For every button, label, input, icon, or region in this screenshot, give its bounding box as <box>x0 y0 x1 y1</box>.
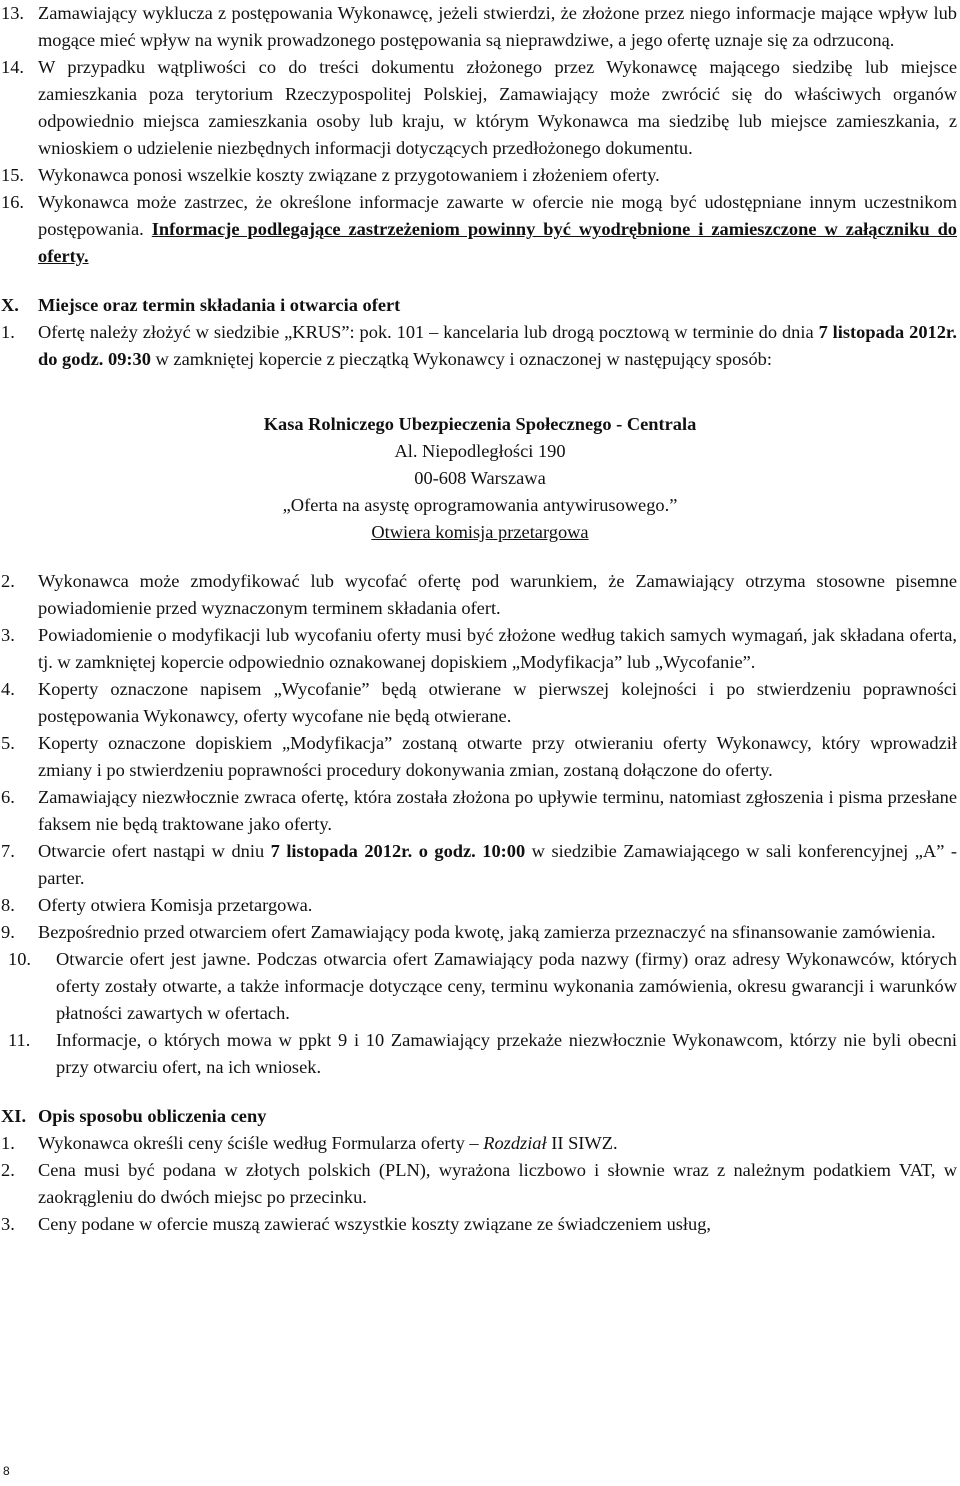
section-number: X. <box>1 295 19 315</box>
list-item <box>8 1027 957 1081</box>
section-number: XI. <box>1 1106 27 1126</box>
item-text: Ofertę należy złożyć w siedzibie „KRUS”: pok. 101 – kancelaria lub drogą pocztową w terminie do dnia <box>38 322 814 342</box>
item-number: 1. <box>1 1133 15 1153</box>
item-text: Wykonawca może zastrzec, że określone informacje zawarte w ofercie nie mogą być udostępniane innym uczestnikom postępowania. <box>38 192 957 239</box>
list-item <box>1 676 957 730</box>
item-text: W przypadku wątpliwości co do treści dokumentu złożonego przez Wykonawcę mającego siedzibę lub miejsce zamieszkania poza terytorium Rzeczypospolitej Polskiej, Zamawiający może zwrócić się do właściwych organów odpowiednio miejsca zamieszkania osoby lub kraju, w którym Wykonawca ma siedzibę lub miejsce zamieszkania, z wnioskiem o udzielenie niezbędnych informacji dotyczących przedłożonego dokumentu. <box>38 57 957 158</box>
section-title: Miejsce oraz termin składania i otwarcia ofert <box>38 295 401 315</box>
item-number: 5. <box>1 733 15 753</box>
item-number: 4. <box>1 679 15 699</box>
item-number: 15. <box>1 165 24 185</box>
list-item <box>1 784 957 838</box>
list-item <box>1 919 957 946</box>
item-number: 9. <box>1 922 15 942</box>
address-city: 00-608 Warszawa <box>414 468 546 488</box>
list-item <box>1 1157 957 1211</box>
list-item <box>1 568 957 622</box>
list-item <box>1 54 957 162</box>
list-item <box>1 0 957 54</box>
emphasis-text: Informacje podlegające zastrzeżeniom powinny być wyodrębnione i zamieszczone w załączniku do oferty. <box>38 219 957 266</box>
section-heading <box>1 292 957 319</box>
page-number: 8 <box>3 1464 10 1478</box>
item-text: Cena musi być podana w złotych polskich (PLN), wyrażona liczbowo i słownie wraz z należnym podatkiem VAT, w zaokrągleniu do dwóch miejsc po przecinku. <box>38 1160 957 1207</box>
institution-name: Kasa Rolniczego Ubezpieczenia Społecznego - Centrala <box>263 414 697 434</box>
item-number: 2. <box>1 1160 15 1180</box>
item-number: 7. <box>1 841 15 861</box>
item-text: II SIWZ. <box>551 1133 618 1153</box>
section-heading <box>1 1103 957 1130</box>
item-number: 3. <box>1 1214 15 1234</box>
list-item <box>1 622 957 676</box>
item-number: 14. <box>1 57 24 77</box>
item-text: Wykonawca może zmodyfikować lub wycofać ofertę pod warunkiem, że Zamawiający otrzyma stosowne pisemne powiadomienie przed wyznaczonym terminem składania ofert. <box>38 571 957 618</box>
item-text: Otwarcie ofert jest jawne. Podczas otwarcia ofert Zamawiający poda nazwy (firmy) oraz adresy Wykonawców, których oferty zostały otwarte, a także informacje dotyczące ceny, terminu wykonania zamówienia, okresu gwarancji i warunków płatności zawartych w ofertach. <box>56 949 957 1023</box>
item-text: w siedzibie Zamawiającego w sali konferencyjnej „A” - parter. <box>38 841 957 888</box>
address-street: Al. Niepodległości 190 <box>394 441 566 461</box>
item-text: Bezpośrednio przed otwarciem ofert Zamawiający poda kwotę, jaką zamierza przeznaczyć na sfinansowanie zamówienia. <box>38 922 936 942</box>
list-item <box>1 892 957 919</box>
item-text: Ceny podane w ofercie muszą zawierać wszystkie koszty związane ze świadczeniem usług, <box>38 1214 712 1234</box>
address-block <box>0 411 960 546</box>
list-item <box>1 162 957 189</box>
list-item <box>1 1130 957 1157</box>
item-number: 11. <box>8 1030 31 1050</box>
item-text: Wykonawca określi ceny ściśle według Formularza oferty – <box>38 1133 479 1153</box>
item-text: Zamawiający wyklucza z postępowania Wykonawcę, jeżeli stwierdzi, że złożone przez niego informacje mające wpływ lub mogące mieć wpływ na wynik prowadzonego postępowania są nieprawdziwe, a jego ofertę uznaje się za odrzuconą. <box>38 3 957 50</box>
opening-note: Otwiera komisja przetargowa <box>371 522 589 542</box>
item-number: 2. <box>1 571 15 591</box>
item-number: 6. <box>1 787 15 807</box>
item-text: w zamkniętej kopercie z pieczątką Wykonawcy i oznaczonej w następujący sposób: <box>155 349 772 369</box>
item-text: Koperty oznaczone napisem „Wycofanie” będą otwierane w pierwszej kolejności i po stwierdzeniu poprawności postępowania Wykonawcy, oferty wycofane nie będą otwierane. <box>38 679 957 726</box>
list-item <box>1 730 957 784</box>
offer-subject: „Oferta na asystę oprogramowania antywirusowego.” <box>282 495 678 515</box>
opening-date: 7 listopada 2012r. o godz. 10:00 <box>270 841 526 861</box>
item-text: Zamawiający niezwłocznie zwraca ofertę, która została złożona po upływie terminu, natomiast zgłoszenia i pisma przesłane faksem nie będą traktowane jako oferty. <box>38 787 957 834</box>
item-number: 10. <box>8 949 31 969</box>
item-number: 16. <box>1 192 24 212</box>
list-item <box>1 838 957 892</box>
list-item <box>1 189 957 270</box>
item-text: Informacje, o których mowa w ppkt 9 i 10 Zamawiający przekaże niezwłocznie Wykonawcom, którzy nie byli obecni przy otwarciu ofert, na ich wniosek. <box>56 1030 957 1077</box>
list-item <box>8 946 957 1027</box>
item-text: Powiadomienie o modyfikacji lub wycofaniu oferty musi być złożone według takich samych wymagań, jak składana oferta, tj. w zamkniętej kopercie odpowiednio oznakowanej dopiskiem „Modyfikacja” lub „Wycofanie”. <box>38 625 957 672</box>
item-text: Wykonawca ponosi wszelkie koszty związane z przygotowaniem i złożeniem oferty. <box>38 165 660 185</box>
list-item <box>1 1211 957 1238</box>
item-number: 13. <box>1 3 24 23</box>
deadline-date: 7 listopada 2012r. do godz. <box>38 322 957 369</box>
item-text: Koperty oznaczone dopiskiem „Modyfikacja” zostaną otwarte przy otwieraniu oferty Wykonawcy, który wprowadził zmiany i po stwierdzeniu poprawności procedury dokonywania zmian, zostaną dołączone do oferty. <box>38 733 957 780</box>
item-number: 3. <box>1 625 15 645</box>
list-item <box>1 319 957 373</box>
item-number: 1. <box>1 322 15 342</box>
item-text: Oferty otwiera Komisja przetargowa. <box>38 895 313 915</box>
item-number: 8. <box>1 895 15 915</box>
deadline-time: 09:30 <box>108 349 151 369</box>
item-text: Otwarcie ofert nastąpi w dniu <box>38 841 265 861</box>
italic-text: Rozdział <box>483 1133 547 1153</box>
section-title: Opis sposobu obliczenia ceny <box>38 1106 267 1126</box>
